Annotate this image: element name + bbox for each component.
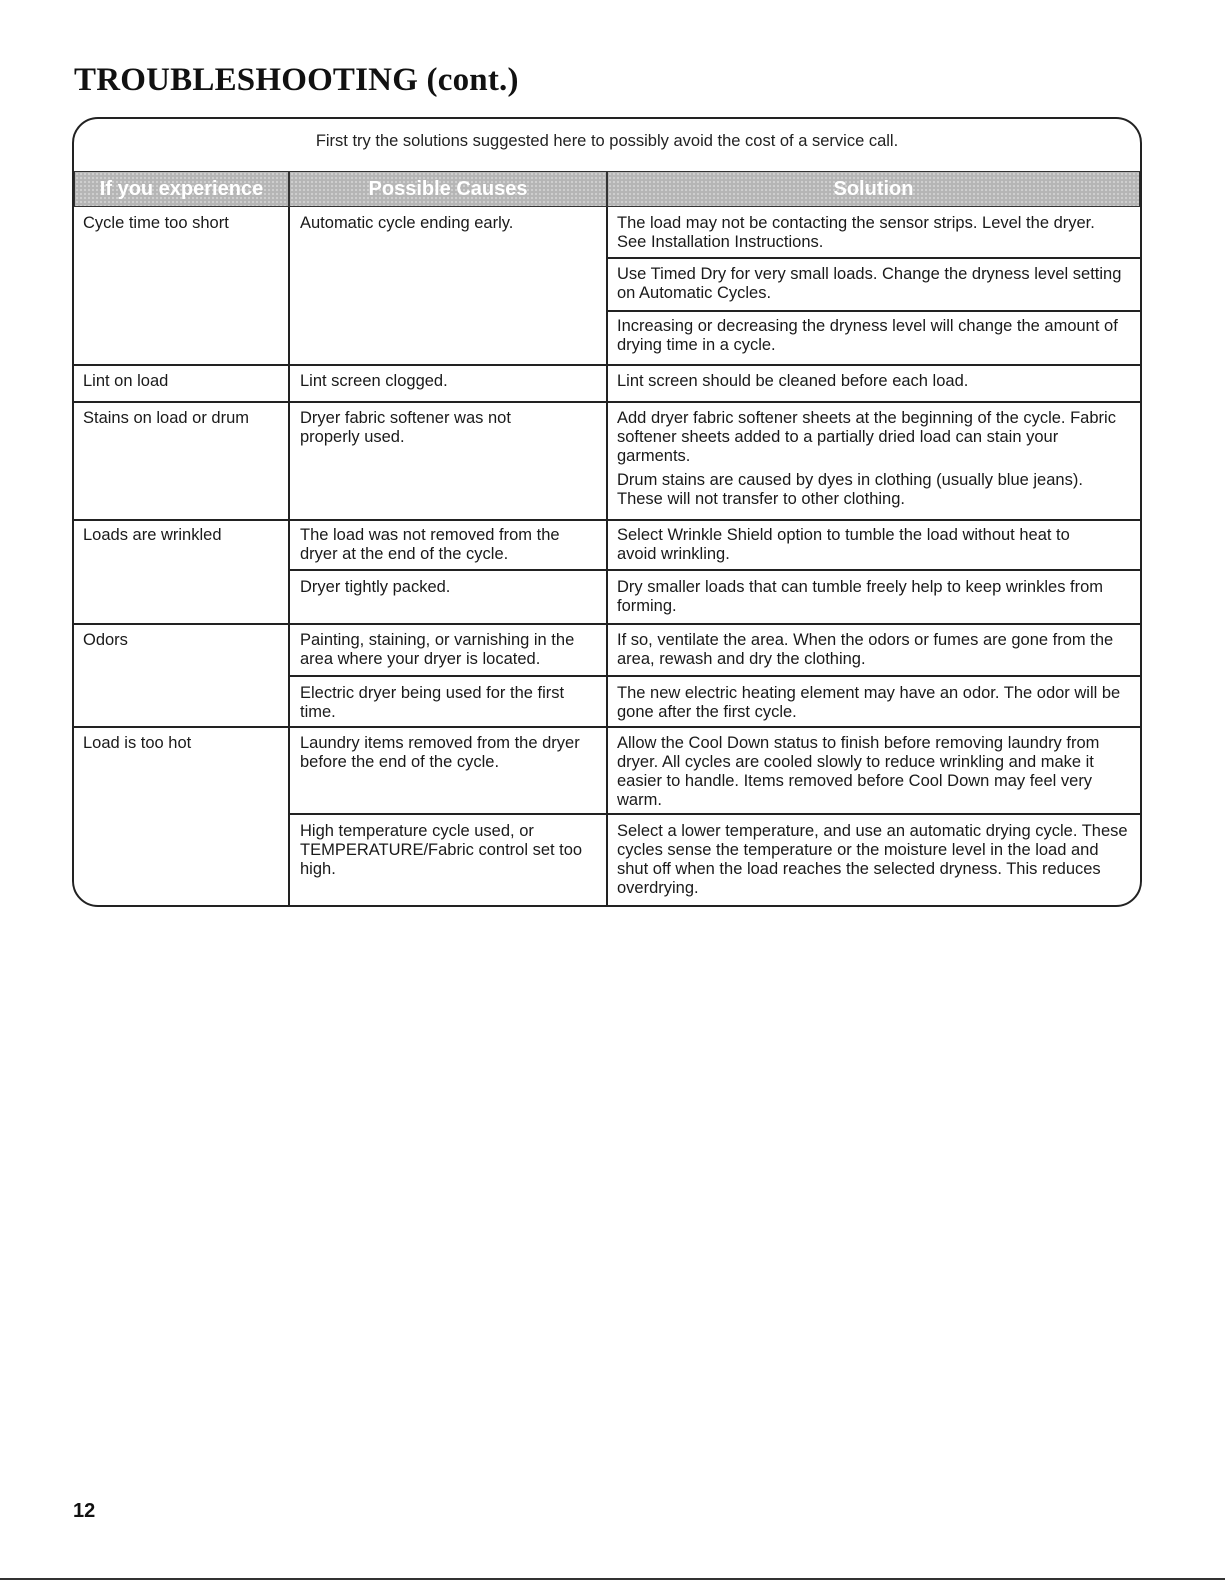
solution-cell: The new electric heating element may have an odor. The odor will be gone after the first cycle. — [617, 684, 1121, 721]
column-divider — [288, 207, 290, 905]
header-possible-causes: Possible Causes — [289, 171, 607, 207]
solution-cell: Add dryer fabric softener sheets at the beginning of the cycle. Fabric softener sheets added to a partially dried load can stain your garments. — [617, 409, 1116, 465]
sub-row-divider — [607, 310, 1141, 312]
cause-cell: Lint screen clogged. — [300, 372, 448, 390]
problem-cell: Odors — [83, 631, 128, 649]
solution-cell: Select a lower temperature, and use an automatic drying cycle. These cycles sense the temperature or the moisture level in the load and shut off when the load reaches the selected dryness. This reduces overdrying. — [617, 822, 1128, 897]
row-divider — [73, 364, 1141, 366]
cause-cell: High temperature cycle used, or TEMPERATURE/Fabric control set too high. — [300, 822, 583, 878]
cause-cell: Laundry items removed from the dryer before the end of the cycle. — [300, 734, 580, 771]
sub-row-divider — [607, 257, 1141, 259]
problem-cell: Cycle time too short — [83, 214, 229, 232]
solution-cell: Dry smaller loads that can tumble freely help to keep wrinkles from forming. — [617, 578, 1104, 615]
header-if-you-experience: If you experience — [74, 171, 289, 207]
cause-cell: Automatic cycle ending early. — [300, 214, 514, 232]
intro-text: First try the solutions suggested here to possibly avoid the cost of a service call. — [315, 132, 899, 150]
solution-cell: Allow the Cool Down status to finish before removing laundry from dryer. All cycles are cooled slowly to reduce wrinkling and make it easier to handle. Items removed before Cool Down may feel very warm. — [617, 734, 1100, 809]
page-number: 12 — [73, 1500, 96, 1522]
row-divider — [73, 623, 1141, 625]
sub-row-divider — [289, 813, 1141, 815]
solution-cell: Select Wrinkle Shield option to tumble the load without heat to avoid wrinkling. — [617, 526, 1070, 563]
sub-row-divider — [289, 569, 1141, 571]
row-divider — [73, 401, 1141, 403]
solution-cell: Use Timed Dry for very small loads. Change the dryness level setting on Automatic Cycles. — [617, 265, 1122, 302]
solution-cell: Drum stains are caused by dyes in clothing (usually blue jeans). These will not transfer to other clothing. — [617, 471, 1083, 508]
problem-cell: Lint on load — [83, 372, 169, 390]
solution-cell: If so, ventilate the area. When the odors or fumes are gone from the area, rewash and dry the clothing. — [617, 631, 1114, 668]
row-divider — [73, 726, 1141, 728]
problem-cell: Loads are wrinkled — [83, 526, 222, 544]
cause-cell: Dryer tightly packed. — [300, 578, 451, 596]
sub-row-divider — [289, 675, 1141, 677]
solution-cell: Lint screen should be cleaned before each load. — [617, 372, 969, 390]
cause-cell: The load was not removed from the dryer at the end of the cycle. — [300, 526, 560, 563]
problem-cell: Stains on load or drum — [83, 409, 250, 427]
problem-cell: Load is too hot — [83, 734, 192, 752]
row-divider — [73, 519, 1141, 521]
header-solution: Solution — [607, 171, 1140, 207]
bottom-rule — [0, 1578, 1225, 1580]
cause-cell: Electric dryer being used for the first time. — [300, 684, 565, 721]
page-title: TROUBLESHOOTING (cont.) — [74, 62, 519, 98]
cause-cell: Painting, staining, or varnishing in the area where your dryer is located. — [300, 631, 575, 668]
solution-cell: Increasing or decreasing the dryness level will change the amount of drying time in a cycle. — [617, 317, 1118, 354]
solution-cell: The load may not be contacting the sensor strips. Level the dryer. See Installation Instructions. — [617, 214, 1095, 251]
cause-cell: Dryer fabric softener was not properly used. — [300, 409, 511, 446]
